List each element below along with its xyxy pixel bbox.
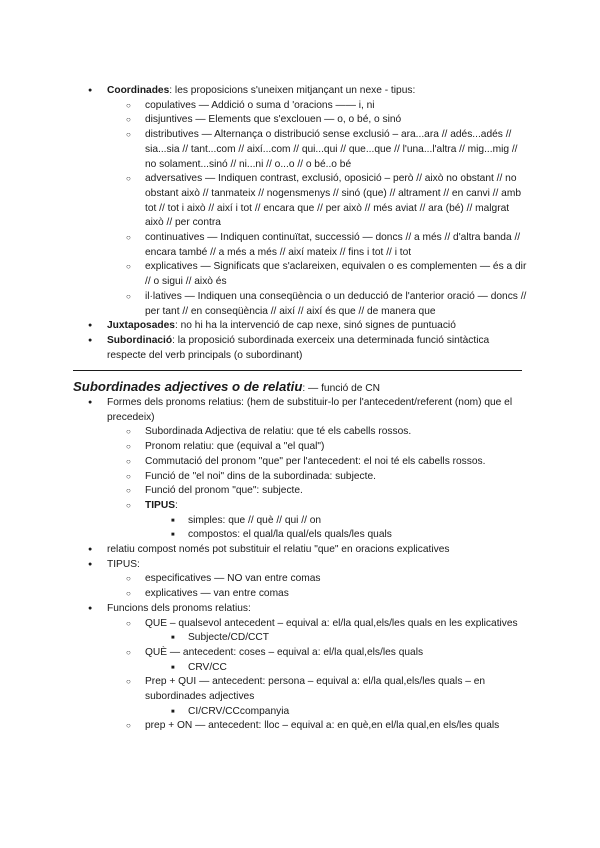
sublist — [188, 705, 527, 720]
sublist — [145, 572, 527, 601]
section-heading — [73, 378, 380, 397]
coordination-list — [107, 84, 527, 363]
item-text: Funcions dels pronoms relatius: — [107, 602, 251, 614]
heading-title: Subordinades adjectives o de relatiu — [73, 379, 303, 394]
list-item: ○ explicatives — van entre comas — [145, 587, 527, 602]
item-text: : la proposició subordinada exerceix una determinada funció sintàctica respecte del verb principals (o subordinant) — [107, 334, 490, 361]
list-item: ○ Subordinada Adjectiva de relatiu: que té els cabells rossos. — [145, 425, 527, 440]
list-item — [107, 84, 527, 319]
list-item — [145, 646, 527, 675]
list-item: ○ Pronom relatiu: que (equival a "el qual") — [145, 440, 527, 455]
list-item: ○ especificatives — NO van entre comas — [145, 572, 527, 587]
list-item: ● relatiu compost només pot substituir el relatiu "que" en oracions explicatives — [107, 543, 527, 558]
sublist — [188, 631, 527, 646]
term-bold: Subordinació — [107, 334, 173, 346]
sublist — [188, 661, 527, 676]
item-text: QUE – qualsevol antecedent – equival a: el/la qual,els/les quals en les explicatives — [145, 617, 518, 629]
list-item — [107, 319, 527, 334]
list-item — [107, 396, 527, 543]
list-item: ○ copulatives — Addició o suma d 'oracions —— i, ni — [145, 99, 527, 114]
list-item — [145, 675, 527, 719]
list-item — [107, 558, 527, 602]
item-text: Prep + QUI — antecedent: persona – equival a: el/la qual,els/les quals – en subordinades adjectives — [145, 676, 486, 703]
list-item: ○ prep + ON — antecedent: lloc – equival a: en què,en el/la qual,en els/les quals — [145, 719, 527, 734]
list-item: ■ compostos: el qual/la qual/els quals/les quals — [188, 528, 527, 543]
list-item: ○ adversatives — Indiquen contrast, exclusió, oposició – però // això no obstant // no obstant això // tanmateix // nogensmenys // sinó (que) // altrament // en canvi // amb tot // tot i això // així i tot // encara que // per això // més aviat // ara (bé) // malgrat això // per contra — [145, 172, 527, 231]
item-text: Formes dels pronoms relatius: (hem de substituir-lo per l'antecedent/referent (nom) que el precedeix) — [107, 397, 513, 423]
list-item: ○ Commutació del pronom "que" per l'antecedent: el noi té els cabells rossos. — [145, 455, 527, 470]
list-item: ■ CI/CRV/CCcompanyia — [188, 705, 527, 720]
item-text: : no hi ha la intervenció de cap nexe, sinó signes de puntuació — [174, 320, 456, 332]
list-item: ○ distributives — Alternança o distribució sense exclusió – ara...ara // adés...adés // sia...sia // tant...com // així...com // qui...qui // que...que // l'una...l'altra // mig...mig // no solament...sinó // ni...ni // o...o // o bé..o bé — [145, 128, 527, 172]
list-item: ■ simples: que // què // qui // on — [188, 514, 527, 529]
horizontal-rule — [73, 370, 522, 371]
item-text: : — [175, 499, 178, 511]
list-item: ○ continuatives — Indiquen continuïtat, successió — doncs // a més // d'altra banda // encara també // a més a més // així mateix // fins i tot // i tot — [145, 231, 527, 260]
list-item: ■ CRV/CC — [188, 661, 527, 676]
list-item — [145, 617, 527, 646]
item-text: TIPUS: — [107, 558, 140, 570]
list-item: ○ explicatives — Significats que s'aclareixen, equivalen o es complementen — és a dir // o sigui // això és — [145, 260, 527, 289]
heading-suffix: : — funció de CN — [302, 383, 380, 394]
sublist — [145, 99, 527, 320]
list-item: ■ Subjecte/CD/CCT — [188, 631, 527, 646]
list-item — [145, 499, 527, 543]
list-item: ○ Funció del pronom "que": subjecte. — [145, 484, 527, 499]
sublist — [145, 617, 527, 735]
list-item: ○ il·latives — Indiquen una conseqüència o un deducció de l'anterior oració — doncs // per tant // en conseqüència // així // així és que // de manera que — [145, 290, 527, 319]
relative-list — [107, 396, 527, 734]
term-bold: Juxtaposades — [107, 320, 175, 332]
list-item: ○ Funció de "el noi" dins de la subordinada: subjecte. — [145, 470, 527, 485]
term-bold: Coordinades — [107, 85, 170, 96]
item-text: QUÈ — antecedent: coses – equival a: el/la qual,els/les quals — [145, 646, 424, 658]
list-item — [107, 334, 527, 363]
term-bold: TIPUS — [145, 499, 176, 511]
item-text: : les proposicions s'uneixen mitjançant un nexe - tipus: — [169, 85, 416, 96]
list-item — [107, 602, 527, 734]
sublist — [188, 514, 527, 543]
list-item: ○ disjuntives — Elements que s'exclouen — o, o bé, o sinó — [145, 113, 527, 128]
sublist — [145, 425, 527, 543]
